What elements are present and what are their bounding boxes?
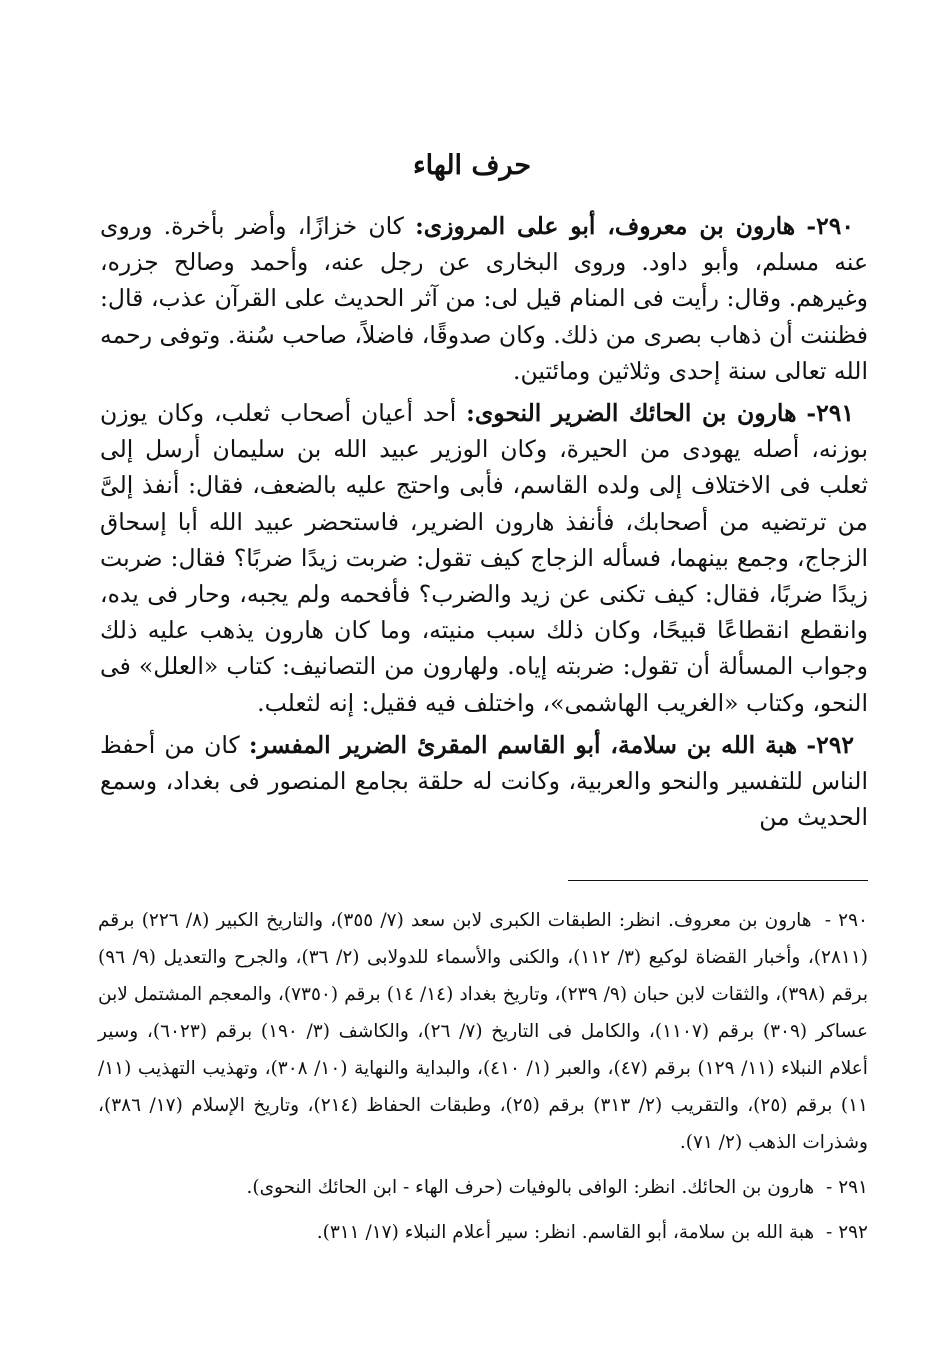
footnote-number: ٢٩١ - xyxy=(826,1177,868,1198)
footnote-291 xyxy=(98,1169,868,1206)
footnote-divider xyxy=(568,880,868,881)
footnote-number: ٢٩٠ - xyxy=(824,910,868,931)
footnote-292 xyxy=(98,1214,868,1251)
entry-body: كان خزازًا، وأضر بأخرة. وروى عنه مسلم، وأبو داود. وروى البخارى عن رجل عنه، وأحمد وصالح جزره، وغيرهم. وقال: رأيت فى المنام قيل لى: من آثر الحديث على القرآن عذب، قال: فظننت أن ذهاب بصرى من ذلك. وكان صدوقًا، فاضلاً، صاحب سُنة. وتوفى رحمه الله تعالى سنة إحدى وثلاثين ومائتين. xyxy=(100,212,868,385)
footnote-number: ٢٩٢ - xyxy=(826,1222,868,1243)
entry-292 xyxy=(100,727,868,836)
entry-heading: هارون بن الحائك الضرير النحوى: xyxy=(466,399,797,428)
entry-291 xyxy=(100,395,868,721)
entry-heading: هبة الله بن سلامة، أبو القاسم المقرئ الضرير المفسر: xyxy=(248,730,798,759)
entry-number: ٢٩١- xyxy=(806,399,854,428)
footnotes xyxy=(98,902,868,1259)
footnote-text: هارون بن الحائك. انظر: الوافى بالوفيات (حرف الهاء - ابن الحائك النحوى). xyxy=(246,1177,815,1198)
main-text xyxy=(100,208,868,841)
footnote-290 xyxy=(98,902,868,1161)
entry-number: ٢٩٠- xyxy=(806,212,855,240)
chapter-title: حرف الهاء xyxy=(412,150,532,181)
footnote-text: هبة الله بن سلامة، أبو القاسم. انظر: سير أعلام النبلاء (١٧/ ٣١١). xyxy=(316,1222,815,1243)
entry-body: أحد أعيان أصحاب ثعلب، وكان يوزن بوزنه، أصله يهودى من الحيرة، وكان الوزير عبيد الله بن سليمان أرسل إلى ثعلب فى الاختلاف إلى ولده القاسم، فأبى واحتج عليه بالضعف، فقال: أنفذ إلىَّ من ترتضيه من أصحابك، فأنفذ هارون الضرير، فاستحضر عبيد الله أبا إسحاق الزجاج، وجمع بينهما، فسأله الزجاج كيف تقول: ضربت زيدًا ضربًا؟ فقال: ضربت زيدًا ضربًا، فقال: كيف تكنى عن زيد والضرب؟ فأفحمه ولم يجبه، وحار فى يده، وانقطع انقطاعًا قبيحًا، وكان ذلك سبب منيته، وما كان هارون يذهب عليه ذلك وجواب المسألة أن تقول: ضربته إياه. ولهارون من التصانيف: كتاب «العلل» فى النحو، وكتاب «الغريب الهاشمى»، واختلف فيه فقيل: إنه لثعلب. xyxy=(100,399,868,717)
entry-heading: هارون بن معروف، أبو على المروزى: xyxy=(415,212,796,240)
entry-body: كان من أحفظ الناس للتفسير والنحو والعربية، وكانت له حلقة بجامع المنصور فى بغداد، وسمع الحديث من xyxy=(100,730,868,832)
footnote-text: هارون بن معروف. انظر: الطبقات الكبرى لابن سعد (٧/ ٣٥٥)، والتاريخ الكبير (٨/ ٢٢٦) برقم (٢٨١١)، وأخبار القضاة لوكيع (٣/ ١١٢)، والكنى والأسماء للدولابى (٢/ ٣٦)، والجرح والتعديل (٩/ ٩٦) برقم (٣٩٨)، والثقات لابن حبان (٩/ ٢٣٩)، وتاريخ بغداد (١٤/ ١٤) برقم (٧٣٥٠)، والمعجم المشتمل لابن عساكر (٣٠٩) برقم (١١٠٧)، والكامل فى التاريخ (٧/ ٢٦)، والكاشف (٣/ ١٩٠) برقم (٦٠٢٣)، وسير أعلام النبلاء (١١/ ١٢٩) برقم (٤٧)، والعبر (١/ ٤١٠)، والبداية والنهاية (١٠/ ٣٠٨)، وتهذيب التهذيب (١١/ ١١) برقم (٢٥)، والتقريب (٢/ ٣١٣) برقم (٢٥)، وطبقات الحفاظ (٢١٤)، وتاريخ الإسلام (١٧/ ٣٨٦)، وشذرات الذهب (٢/ ٧١). xyxy=(98,910,868,1153)
entry-number: ٢٩٢- xyxy=(806,730,854,759)
entry-290 xyxy=(100,208,868,389)
